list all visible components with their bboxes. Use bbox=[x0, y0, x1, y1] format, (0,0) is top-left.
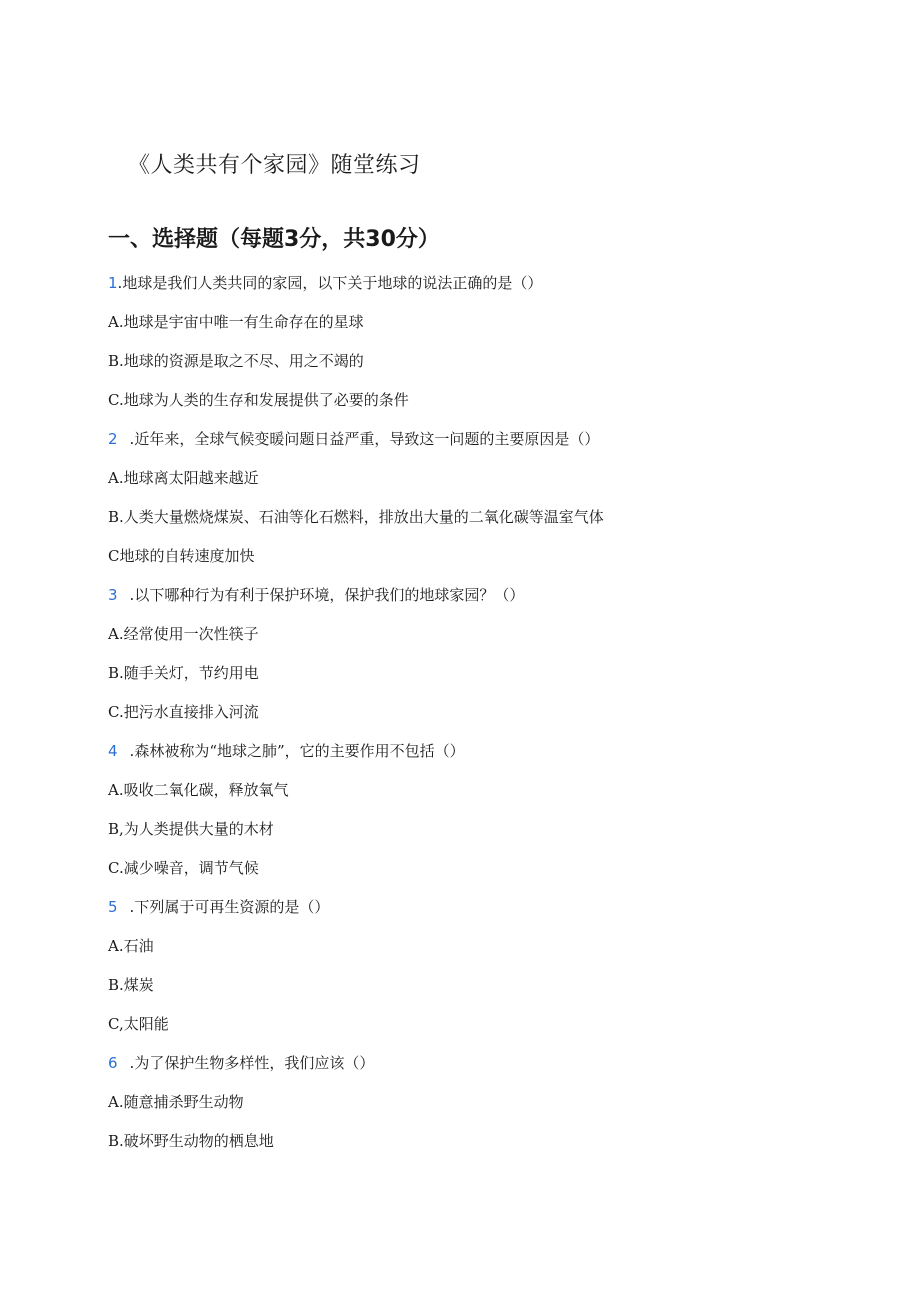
answer-option: A.经常使用一次性筷子 bbox=[108, 625, 259, 643]
question-text: .森林被称为“地球之肺”，它的主要作用不包括（） bbox=[129, 742, 465, 760]
question-number: 6 bbox=[108, 1054, 118, 1072]
question-number: 1 bbox=[108, 274, 118, 292]
question-text: .为了保护生物多样性，我们应该（） bbox=[129, 1054, 375, 1072]
question-1 bbox=[108, 271, 808, 310]
answer-option: A.石油 bbox=[108, 937, 154, 955]
question-5 bbox=[108, 895, 808, 934]
question-2 bbox=[108, 427, 808, 466]
answer-option: C.减少噪音，调节气候 bbox=[108, 859, 259, 877]
question-number: 4 bbox=[108, 742, 118, 760]
answer-option: C.把污水直接排入河流 bbox=[108, 703, 259, 721]
answer-option: B.破坏野生动物的栖息地 bbox=[108, 1132, 274, 1150]
question-number: 5 bbox=[108, 898, 118, 916]
question-text: .近年来，全球气候变暖问题日益严重，导致这一问题的主要原因是（） bbox=[129, 430, 600, 448]
section-heading: 一、选择题（每题3分，共30分） bbox=[108, 227, 440, 252]
question-number: 2 bbox=[108, 430, 118, 448]
question-text: .下列属于可再生资源的是（） bbox=[129, 898, 330, 916]
answer-option: B,为人类提供大量的木材 bbox=[108, 820, 274, 838]
question-3 bbox=[108, 583, 808, 622]
question-number: 3 bbox=[108, 586, 118, 604]
answer-option: C.地球为人类的生存和发展提供了必要的条件 bbox=[108, 391, 409, 409]
answer-option: A.地球是宇宙中唯一有生命存在的星球 bbox=[108, 313, 364, 331]
answer-option: C,太阳能 bbox=[108, 1015, 169, 1033]
answer-option: B.地球的资源是取之不尽、用之不竭的 bbox=[108, 352, 364, 370]
answer-option: B.人类大量燃烧煤炭、石油等化石燃料，排放出大量的二氧化碳等温室气体 bbox=[108, 508, 604, 526]
question-4 bbox=[108, 739, 808, 778]
answer-option: B.煤炭 bbox=[108, 976, 154, 994]
answer-option: A.随意捕杀野生动物 bbox=[108, 1093, 244, 1111]
question-text: .地球是我们人类共同的家园，以下关于地球的说法正确的是（） bbox=[117, 274, 543, 292]
document-title: 《人类共有个家园》随堂练习 bbox=[128, 153, 421, 178]
question-text: .以下哪种行为有利于保护环境，保护我们的地球家园？（） bbox=[129, 586, 525, 604]
answer-option: B.随手关灯，节约用电 bbox=[108, 664, 259, 682]
answer-option: A.地球离太阳越来越近 bbox=[108, 469, 259, 487]
question-list bbox=[108, 271, 808, 1168]
answer-option: C地球的自转速度加快 bbox=[108, 547, 255, 565]
answer-option: A.吸收二氧化碳，释放氧气 bbox=[108, 781, 289, 799]
question-6 bbox=[108, 1051, 808, 1090]
